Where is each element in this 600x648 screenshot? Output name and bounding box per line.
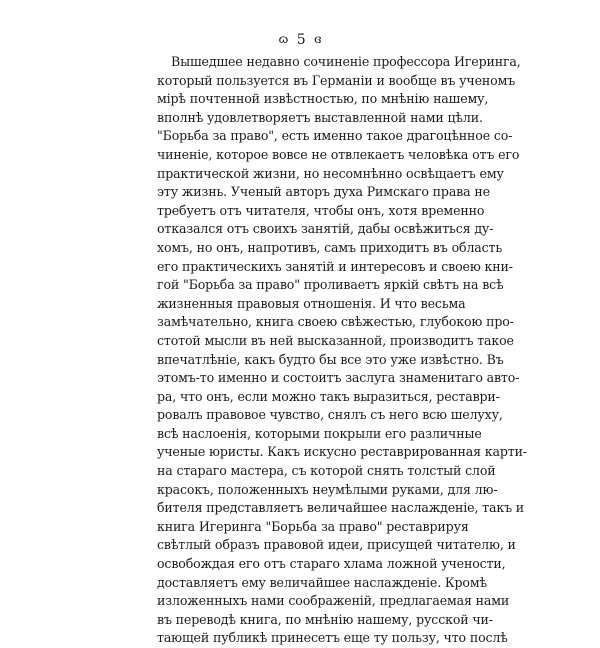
text-line: практической жизни, но несомнѣнно освѣщаетъ ему <box>157 165 504 181</box>
text-line: стотой мысли въ ней высказанной, производитъ такое <box>157 332 514 348</box>
text-line: красокъ, положенныхъ неумѣлыми руками, для лю- <box>157 481 498 497</box>
text-line: его практическихъ занятій и интересовъ и своею кни- <box>157 258 513 274</box>
page-header <box>0 30 600 49</box>
text-line: этомъ-то именно и состоитъ заслуга знаменитаго авто- <box>157 370 520 386</box>
text-line: вполнѣ удовлетворяетъ выставленной нами цѣли. <box>157 109 483 125</box>
text-line: изложенныхъ нами соображеній, предлагаемая нами <box>157 593 510 609</box>
text-line: замѣчательно, книга своею свѣжестью, глубокою про- <box>157 314 514 330</box>
ornament-left-icon: ɷ <box>278 32 289 46</box>
text-line: въ переводѣ книга, по мнѣнію нашему, русской чи- <box>157 611 493 627</box>
text-line: всѣ наслоенія, которыми покрыли его различные <box>157 425 482 441</box>
page-number: 5 <box>296 32 306 48</box>
text-line: ровалъ правовое чувство, снялъ съ него всю шелуху, <box>157 407 503 423</box>
text-line: хомъ, но онъ, напротивъ, самъ приходитъ въ область <box>157 239 503 255</box>
text-line: требуетъ отъ читателя, чтобы онъ, хотя временно <box>157 202 485 218</box>
text-line: который пользуется въ Германіи и вообще въ ученомъ <box>157 72 516 88</box>
body-text <box>157 53 527 648</box>
text-line: "Борьба за право", есть именно такое драгоцѣнное со- <box>157 128 513 144</box>
text-line: гой "Борьба за право" проливаетъ яркій свѣтъ на всѣ <box>157 277 504 293</box>
text-line: впечатлѣніе, какъ будто бы все это уже извѣстно. Въ <box>157 351 504 367</box>
text-line: мірѣ почтенной извѣстностью, по мнѣнію нашему, <box>157 91 489 107</box>
text-line: ра, что онъ, если можно такъ выразиться, реставри- <box>157 388 500 404</box>
text-line: бителя представляетъ величайшее наслажденіе, такъ и <box>157 500 525 516</box>
text-line: тающей публикѣ принесетъ еще ту пользу, что послѣ <box>157 630 508 646</box>
text-line: на стараго мастера, съ которой снять толстый слой <box>157 463 496 479</box>
text-line: освобождая его отъ стараго хлама ложной учености, <box>157 556 506 572</box>
text-line: свѣтлый образъ правовой идеи, присущей читателю, и <box>157 537 516 553</box>
ornament-right-icon: ɞ <box>314 32 322 46</box>
text-line: эту жизнь. Ученый авторъ духа Римскаго права не <box>157 184 490 200</box>
text-line: ученые юристы. Какъ искусно реставрированная карти- <box>157 444 527 460</box>
text-line: доставляетъ ему величайшее наслажденіе. Кромѣ <box>157 574 487 590</box>
text-line: отказался отъ своихъ занятій, дабы освѣжиться ду- <box>157 221 494 237</box>
text-line: книга Игеринга "Борьба за право" реставрируя <box>157 518 469 534</box>
text-line: чиненіе, которое вовсе не отвлекаетъ человѣка отъ его <box>157 146 520 162</box>
text-line: Вышедшее недавно сочиненіе профессора Игеринга, <box>171 54 521 69</box>
text-line: жизненныя правовыя отношенія. И что весьма <box>157 295 466 311</box>
